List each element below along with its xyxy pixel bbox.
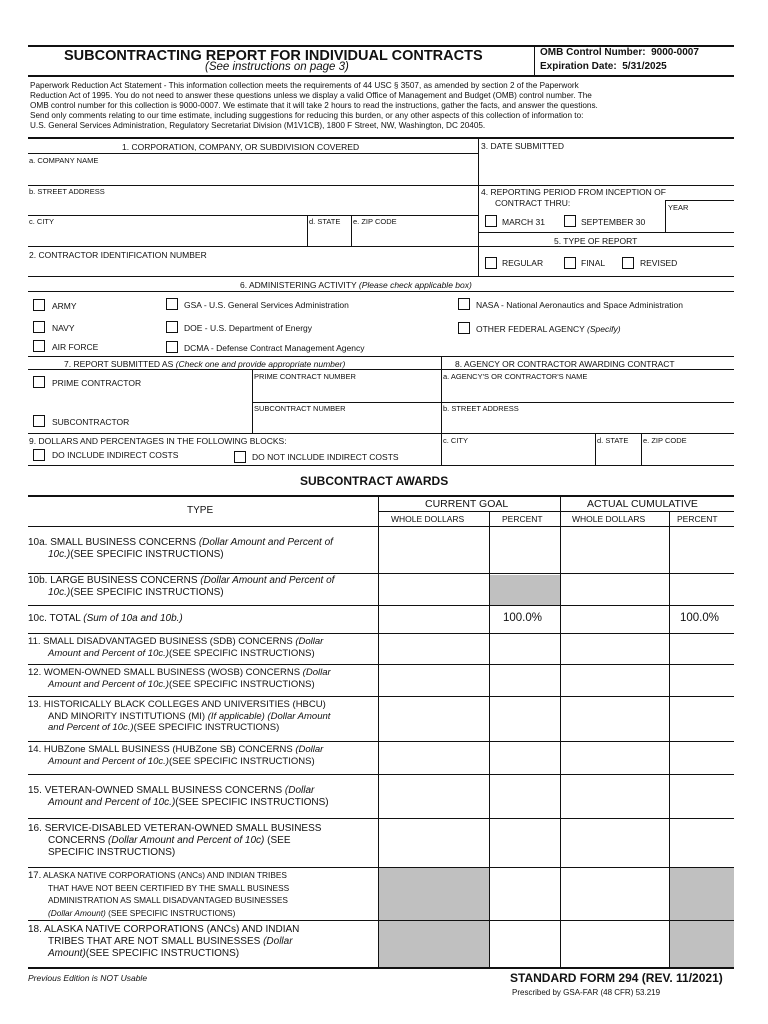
row-number: 11. (28, 636, 41, 647)
row-tail: SPECIFIC INSTRUCTIONS) (48, 847, 176, 858)
row-16 (28, 823, 378, 859)
include-indirect-label: DO INCLUDE INDIRECT COSTS (52, 450, 179, 460)
subcontractor-label: SUBCONTRACTOR (52, 417, 130, 427)
row-note: Amount and Percent of 10c.) (48, 647, 169, 659)
zip-label: e. ZIP CODE (353, 217, 397, 226)
expiration (540, 62, 667, 72)
expiration-label: Expiration Date: (540, 61, 617, 72)
section3-label: 3. DATE SUBMITTED (481, 141, 564, 151)
nasa-checkbox[interactable] (458, 298, 470, 310)
omb-number: 9000-0007 (651, 47, 699, 58)
row-note: (Dollar Amount and Percent of (200, 575, 335, 586)
other-agency-label (476, 324, 621, 334)
dcma-label: DCMA - Defense Contract Management Agency (184, 343, 365, 353)
form-title: SUBCONTRACTING REPORT FOR INDIVIDUAL CONTRACTS (64, 48, 483, 64)
agency-zip-label: e. ZIP CODE (643, 436, 687, 445)
company-name-field[interactable] (29, 165, 477, 185)
agency-street-label: b. STREET ADDRESS (443, 404, 519, 413)
form-subtitle: (See instructions on page 3) (205, 61, 349, 73)
paperwork-statement (30, 81, 734, 131)
row-note: (Dollar Amount and Percent of 10c) (108, 835, 265, 846)
row-type: SERVICE-DISABLED VETERAN-OWNED SMALL BUSINESS (44, 823, 322, 834)
previous-edition-note: Previous Edition is NOT Usable (28, 973, 148, 983)
actual-total-percent: 100.0% (680, 612, 720, 624)
omb-control (540, 48, 699, 58)
subcontractor-checkbox[interactable] (33, 415, 45, 427)
street-address-field[interactable] (29, 197, 477, 214)
gsa-label: GSA - U.S. General Services Administration (184, 300, 349, 310)
row-number: 10c. (28, 613, 47, 624)
september-30-label: SEPTEMBER 30 (581, 217, 646, 227)
subcontract-number-field[interactable] (254, 414, 440, 432)
row-note: (Dollar (295, 744, 324, 755)
row-tail: (SEE SPECIFIC INSTRUCTIONS) (133, 722, 280, 733)
shaded-cell (490, 575, 560, 605)
row-number: 14. (28, 744, 42, 755)
awards-title: SUBCONTRACT AWARDS (300, 474, 449, 488)
expiration-date: 5/31/2025 (622, 61, 667, 72)
row-note: (Sum of 10a and 10b.) (83, 613, 183, 624)
actual-dollars-header: WHOLE DOLLARS (572, 514, 646, 524)
year-label: YEAR (668, 203, 689, 212)
row-tail: (SEE SPECIFIC INSTRUCTIONS) (108, 907, 236, 918)
row-tail: (SEE SPECIFIC INSTRUCTIONS) (85, 948, 240, 959)
date-submitted-field[interactable] (480, 152, 734, 184)
street-address-label: b. STREET ADDRESS (29, 187, 105, 196)
shaded-cell (670, 921, 734, 968)
row-note: (Dollar Amount) (48, 907, 106, 918)
march-31-checkbox[interactable] (485, 215, 497, 227)
doe-label: DOE - U.S. Department of Energy (184, 323, 313, 333)
row-15 (28, 785, 378, 809)
row-type: HISTORICALLY BLACK COLLEGES AND UNIVERSITIES (HBCU) (43, 699, 326, 710)
regular-label: REGULAR (502, 258, 544, 268)
other-agency-note: (Specify) (587, 324, 621, 334)
paperwork-line: Send only comments relating to our time estimate, including suggestions for reducing this burden, or any other aspects of this collection of information to: (30, 111, 584, 120)
doe-checkbox[interactable] (166, 321, 178, 333)
row-note: Amount and Percent of 10c.) (48, 797, 176, 808)
row-11 (28, 636, 378, 659)
row-tail: (SEE SPECIFIC INSTRUCTIONS) (168, 678, 315, 690)
row-10a (28, 537, 378, 561)
row-number: 12. (28, 667, 42, 678)
contractor-id-field[interactable] (29, 261, 477, 275)
agency-name-field[interactable] (443, 382, 733, 402)
section4-line2: CONTRACT THRU: (495, 198, 571, 208)
row-type: VETERAN-OWNED SMALL BUSINESS CONCERNS (44, 785, 283, 796)
row-note: Amount) (48, 948, 86, 959)
standard-form-number: STANDARD FORM 294 (REV. 11/2021) (510, 971, 723, 985)
paperwork-line: Paperwork Reduction Act Statement - This information collection meets the requirements of 44 USC § 3507, as amended by section 2 of the Paperwork (30, 81, 579, 90)
section2-label: 2. CONTRACTOR IDENTIFICATION NUMBER (29, 250, 207, 260)
row-note: (Dollar (284, 785, 315, 796)
row-18 (28, 924, 378, 960)
row-number: 10b. (28, 575, 48, 586)
row-type: TOTAL (49, 613, 81, 624)
row-note: Amount and Percent of 10c.) (48, 678, 169, 690)
revised-label: REVISED (640, 258, 678, 268)
agency-city-label: c. CITY (443, 436, 469, 445)
row-type: ADMINISTRATION AS SMALL DISADVANTAGED BUSINESSES (48, 895, 288, 906)
nasa-label: NASA - National Aeronautics and Space Administration (476, 300, 683, 310)
agency-street-field[interactable] (443, 414, 733, 432)
prime-contractor-checkbox[interactable] (33, 376, 45, 388)
army-label: ARMY (52, 301, 77, 311)
type-header: TYPE (187, 505, 214, 516)
row-note: (Dollar Amount and Percent of (198, 537, 333, 548)
gsa-checkbox[interactable] (166, 298, 178, 310)
shaded-cell (379, 868, 489, 920)
prime-contract-number-field[interactable] (254, 382, 440, 402)
paperwork-line: Reduction Act of 1995. You do not need to answer these questions unless we display a valid Office of Management and Budget (OMB) control number. The (30, 91, 592, 100)
march-31-label: MARCH 31 (502, 217, 545, 227)
row-type: SMALL DISADVANTAGED BUSINESS (SDB) CONCERNS (43, 636, 293, 647)
row-note: 10c.) (48, 587, 71, 598)
shaded-cell (670, 868, 734, 920)
actual-cumulative-header: ACTUAL CUMULATIVE (587, 498, 698, 510)
air-force-label: AIR FORCE (52, 342, 99, 352)
omb-label: OMB Control Number: (540, 47, 646, 58)
row-13 (28, 699, 378, 734)
subcontract-number-label: SUBCONTRACT NUMBER (254, 404, 346, 413)
regular-checkbox[interactable] (485, 257, 497, 269)
row-10b (28, 575, 378, 599)
row-type: ALASKA NATIVE CORPORATIONS (ANCs) AND INDIAN (44, 924, 300, 935)
row-note: 10c.) (48, 549, 71, 560)
row-note: (Dollar (263, 936, 293, 947)
dcma-checkbox[interactable] (166, 341, 178, 353)
navy-checkbox[interactable] (33, 321, 45, 333)
city-label: c. CITY (29, 217, 55, 226)
row-number: 16. (28, 823, 42, 834)
shaded-cell (379, 921, 489, 968)
navy-label: NAVY (52, 323, 75, 333)
exclude-indirect-checkbox[interactable] (234, 451, 246, 463)
row-type: WOMEN-OWNED SMALL BUSINESS (WOSB) CONCERNS (43, 667, 301, 678)
row-tail: (SEE SPECIFIC INSTRUCTIONS) (70, 549, 224, 560)
other-agency-checkbox[interactable] (458, 322, 470, 334)
row-tail: (SEE SPECIFIC INSTRUCTIONS) (70, 587, 224, 598)
row-number: 10a. (28, 537, 48, 548)
goal-dollars-header: WHOLE DOLLARS (391, 514, 465, 524)
row-tail: (SEE SPECIFIC INSTRUCTIONS) (175, 797, 329, 808)
section7-heading (64, 359, 345, 369)
section7-note: (Check one and provide appropriate number) (175, 359, 346, 369)
row-type: ALASKA NATIVE CORPORATIONS (ANCs) AND INDIAN TRIBES (43, 870, 287, 880)
row-14 (28, 744, 378, 767)
exclude-indirect-label: DO NOT INCLUDE INDIRECT COSTS (252, 452, 399, 462)
revised-checkbox[interactable] (622, 257, 634, 269)
row-number: 18. (28, 924, 42, 935)
section6-note: (Please check applicable box) (358, 280, 472, 290)
row-number: 15. (28, 785, 42, 796)
paperwork-line: OMB control number for this collection is 9000-0007. We estimate that it will take 2 hours to read the instructions, gather the facts, and answer the questions. (30, 101, 598, 110)
row-type: HUBZone SMALL BUSINESS (HUBZone SB) CONCERNS (43, 744, 293, 755)
goal-total-percent: 100.0% (503, 612, 543, 624)
row-number: 17. (28, 870, 42, 881)
goal-percent-header: PERCENT (502, 514, 543, 524)
company-name-label: a. COMPANY NAME (29, 156, 99, 165)
row-17 (28, 869, 378, 919)
current-goal-header: CURRENT GOAL (425, 498, 509, 510)
army-checkbox[interactable] (33, 299, 45, 311)
prime-contractor-label: PRIME CONTRACTOR (52, 378, 142, 388)
row-type: CONCERNS (48, 835, 106, 846)
september-30-checkbox[interactable] (564, 215, 576, 227)
section5-heading: 5. TYPE OF REPORT (554, 236, 638, 246)
other-agency-text: OTHER FEDERAL AGENCY (476, 324, 585, 334)
row-number: 13. (28, 699, 42, 710)
prescribed-by: Prescribed by GSA-FAR (48 CFR) 53.219 (512, 988, 661, 997)
row-tail: (SEE SPECIFIC INSTRUCTIONS) (168, 647, 315, 659)
row-12 (28, 667, 378, 690)
row-note: (Dollar (302, 667, 331, 678)
final-label: FINAL (581, 258, 606, 268)
agency-state-label: d. STATE (597, 436, 629, 445)
row-10c (28, 613, 378, 625)
include-indirect-checkbox[interactable] (33, 449, 45, 461)
row-type: LARGE BUSINESS CONCERNS (50, 575, 198, 586)
row-note: (Dollar (295, 636, 324, 647)
row-note: (If applicable) (Dollar Amount (207, 710, 331, 722)
row-type: THAT HAVE NOT BEEN CERTIFIED BY THE SMALL BUSINESS (48, 883, 290, 894)
final-checkbox[interactable] (564, 257, 576, 269)
section4-line1: 4. REPORTING PERIOD FROM INCEPTION OF (481, 187, 666, 197)
section9-label: 9. DOLLARS AND PERCENTAGES IN THE FOLLOWING BLOCKS: (29, 436, 287, 446)
section6-title: 6. ADMINISTERING ACTIVITY (240, 280, 357, 290)
row-note: and Percent of 10c.) (48, 722, 134, 733)
section8-heading: 8. AGENCY OR CONTRACTOR AWARDING CONTRACT (455, 359, 675, 369)
prime-contract-number-label: PRIME CONTRACT NUMBER (254, 372, 356, 381)
row-note: Amount and Percent of 10c.) (48, 755, 169, 767)
row-type: SMALL BUSINESS CONCERNS (50, 537, 197, 548)
row-type: TRIBES THAT ARE NOT SMALL BUSINESSES (48, 936, 261, 947)
section6-heading (240, 280, 472, 290)
row-type: AND MINORITY INSTITUTIONS (MI) (48, 710, 206, 722)
section1-heading: 1. CORPORATION, COMPANY, OR SUBDIVISION COVERED (122, 142, 360, 152)
paperwork-line: U.S. General Services Administration, Regulatory Secretariat Division (M1V1CB), 1800 F Street, NW, Washington, DC 20405. (30, 121, 486, 130)
actual-percent-header: PERCENT (677, 514, 718, 524)
row-tail: (SEE SPECIFIC INSTRUCTIONS) (168, 755, 315, 767)
row-tail: (SEE (267, 835, 291, 846)
agency-name-label: a. AGENCY'S OR CONTRACTOR'S NAME (443, 372, 588, 381)
air-force-checkbox[interactable] (33, 340, 45, 352)
state-label: d. STATE (309, 217, 341, 226)
section7-title: 7. REPORT SUBMITTED AS (64, 359, 174, 369)
